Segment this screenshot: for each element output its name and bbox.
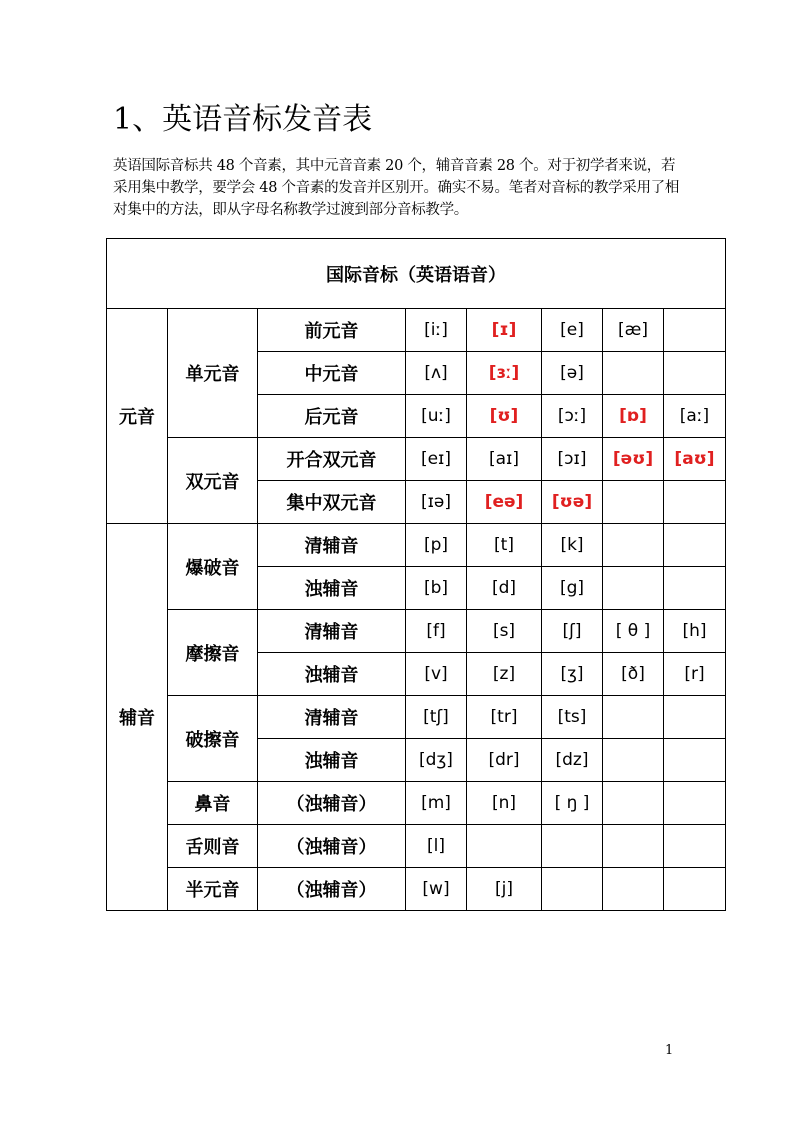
ipa-symbol: [406, 567, 467, 610]
ipa-symbol-text: [ʌ]: [424, 363, 448, 383]
ipa-symbol-text: [ə]: [560, 363, 584, 383]
empty-cell: [542, 868, 603, 911]
empty-cell: [603, 782, 664, 825]
table-header: 国际音标（英语语音）: [107, 239, 726, 309]
table-row: [107, 309, 726, 352]
ipa-symbol-text: [l]: [427, 836, 445, 856]
empty-cell: [542, 825, 603, 868]
ipa-symbol: [467, 309, 542, 352]
ipa-symbol-text: [ɒ]: [619, 406, 647, 426]
ipa-symbol: [542, 782, 603, 825]
empty-cell: [603, 352, 664, 395]
ipa-symbol: [603, 610, 664, 653]
ipa-symbol: [467, 438, 542, 481]
row-label: 浊辅音: [258, 739, 406, 782]
ipa-symbol-text: [ʊə]: [551, 492, 593, 512]
group-plosive: 爆破音: [168, 524, 258, 610]
ipa-symbol-text: [d]: [491, 578, 517, 598]
ipa-symbol-text: [ɪə]: [420, 492, 452, 512]
empty-cell: [664, 782, 726, 825]
ipa-symbol-text: [ɔː]: [557, 406, 587, 426]
ipa-symbol: [542, 696, 603, 739]
ipa-symbol-text: [ɪ]: [491, 320, 517, 340]
ipa-symbol-text: [j]: [495, 879, 513, 899]
ipa-symbol: [467, 567, 542, 610]
ipa-symbol: [406, 696, 467, 739]
ipa-symbol: [406, 653, 467, 696]
page-number: 1: [665, 1043, 674, 1058]
empty-cell: [664, 696, 726, 739]
ipa-symbol: [467, 868, 542, 911]
ipa-symbol-text: [æ]: [618, 320, 648, 340]
group-nasal: 鼻音: [168, 782, 258, 825]
ipa-symbol: [406, 524, 467, 567]
empty-cell: [664, 309, 726, 352]
ipa-symbol-text: [ð]: [621, 664, 645, 684]
table-row: [107, 696, 726, 739]
ipa-symbol: [406, 610, 467, 653]
ipa-symbol: [664, 395, 726, 438]
ipa-symbol-text: [ʃ]: [562, 621, 582, 641]
ipa-symbol-text: [iː]: [424, 320, 448, 340]
empty-cell: [603, 567, 664, 610]
row-label: 前元音: [258, 309, 406, 352]
group-diphthong: 双元音: [168, 438, 258, 524]
ipa-symbol: [542, 739, 603, 782]
table-header-row: [107, 239, 726, 309]
ipa-symbol: [467, 352, 542, 395]
ipa-symbol-text: [eɪ]: [420, 449, 452, 469]
ipa-symbol: [467, 481, 542, 524]
empty-cell: [664, 739, 726, 782]
ipa-symbol-text: [z]: [492, 664, 516, 684]
row-label: （浊辅音）: [258, 825, 406, 868]
ipa-symbol: [542, 438, 603, 481]
ipa-table: [106, 238, 726, 911]
ipa-symbol-text: [ts]: [557, 707, 587, 727]
category-consonants: 辅音: [107, 524, 168, 911]
row-label: 清辅音: [258, 610, 406, 653]
empty-cell: [603, 825, 664, 868]
ipa-symbol: [542, 567, 603, 610]
ipa-symbol: [542, 352, 603, 395]
ipa-symbol: [542, 481, 603, 524]
empty-cell: [467, 825, 542, 868]
row-label: 中元音: [258, 352, 406, 395]
empty-cell: [603, 481, 664, 524]
ipa-symbol-text: [ θ ]: [615, 621, 651, 641]
ipa-symbol: [467, 610, 542, 653]
ipa-symbol: [467, 739, 542, 782]
group-fricative: 摩擦音: [168, 610, 258, 696]
ipa-symbol-text: [e]: [560, 320, 584, 340]
ipa-symbol: [542, 395, 603, 438]
ipa-symbol: [467, 524, 542, 567]
empty-cell: [603, 868, 664, 911]
table-row: [107, 524, 726, 567]
ipa-symbol: [467, 395, 542, 438]
ipa-symbol-text: [əʊ]: [612, 449, 654, 469]
ipa-symbol-text: [v]: [424, 664, 448, 684]
ipa-symbol-text: [dʒ]: [419, 750, 453, 770]
row-label: （浊辅音）: [258, 782, 406, 825]
empty-cell: [664, 825, 726, 868]
ipa-symbol: [406, 352, 467, 395]
ipa-symbol: [664, 653, 726, 696]
table-row: [107, 610, 726, 653]
empty-cell: [603, 524, 664, 567]
ipa-symbol-text: [s]: [492, 621, 516, 641]
ipa-symbol-text: [ʒ]: [560, 664, 584, 684]
ipa-symbol: [467, 696, 542, 739]
group-affricate: 破擦音: [168, 696, 258, 782]
table-row: [107, 868, 726, 911]
ipa-symbol: [406, 782, 467, 825]
empty-cell: [664, 481, 726, 524]
ipa-symbol-text: [n]: [491, 793, 517, 813]
ipa-symbol: [603, 653, 664, 696]
ipa-symbol-text: [k]: [560, 535, 584, 555]
ipa-symbol-text: [ʊ]: [489, 406, 519, 426]
empty-cell: [664, 868, 726, 911]
row-label: 集中双元音: [258, 481, 406, 524]
ipa-symbol-text: [aʊ]: [674, 449, 715, 469]
ipa-symbol: [467, 782, 542, 825]
ipa-symbol-text: [ɜː]: [488, 363, 520, 383]
group-monophthong: 单元音: [168, 309, 258, 438]
intro-paragraph: 英语国际音标共 48 个音素，其中元音音素 20 个，辅音音素 28 个。对于初学者来说，若采用集中教学，要学会 48 个音素的发音并区别开。确实不易。笔者对音标的教学采用了相对集中的方法，即从字母名称教学过渡到部分音标教学。: [113, 158, 680, 218]
row-label: 浊辅音: [258, 567, 406, 610]
row-label: 开合双元音: [258, 438, 406, 481]
ipa-symbol-text: [eə]: [484, 492, 524, 512]
ipa-symbol-text: [dr]: [488, 750, 520, 770]
ipa-symbol-text: [m]: [421, 793, 451, 813]
ipa-symbol: [406, 438, 467, 481]
ipa-symbol-text: [h]: [682, 621, 707, 641]
ipa-symbol: [603, 438, 664, 481]
group-lateral: 舌则音: [168, 825, 258, 868]
empty-cell: [664, 524, 726, 567]
ipa-symbol-text: [ɔɪ]: [557, 449, 587, 469]
table-row: [107, 825, 726, 868]
ipa-symbol-text: [f]: [426, 621, 446, 641]
ipa-symbol: [664, 610, 726, 653]
ipa-symbol: [406, 739, 467, 782]
row-label: （浊辅音）: [258, 868, 406, 911]
empty-cell: [603, 739, 664, 782]
ipa-symbol: [603, 309, 664, 352]
ipa-symbol-text: [uː]: [421, 406, 451, 426]
group-semivowel: 半元音: [168, 868, 258, 911]
ipa-symbol-text: [dz]: [555, 750, 589, 770]
ipa-symbol-text: [tr]: [490, 707, 518, 727]
ipa-symbol-text: [ ŋ ]: [554, 793, 590, 813]
row-label: 清辅音: [258, 696, 406, 739]
ipa-symbol-text: [p]: [423, 535, 449, 555]
table-row: [107, 782, 726, 825]
ipa-symbol: [542, 309, 603, 352]
ipa-symbol: [542, 653, 603, 696]
ipa-symbol: [406, 395, 467, 438]
ipa-symbol-text: [aː]: [679, 406, 710, 426]
ipa-symbol-text: [g]: [559, 578, 585, 598]
ipa-symbol-text: [w]: [422, 879, 450, 899]
ipa-symbol: [406, 868, 467, 911]
row-label: 后元音: [258, 395, 406, 438]
empty-cell: [603, 696, 664, 739]
table-row: [107, 438, 726, 481]
empty-cell: [664, 567, 726, 610]
ipa-symbol-text: [tʃ]: [423, 707, 449, 727]
category-vowels: 元音: [107, 309, 168, 524]
ipa-symbol-text: [aɪ]: [489, 449, 519, 469]
ipa-symbol: [467, 653, 542, 696]
ipa-symbol: [542, 610, 603, 653]
row-label: 浊辅音: [258, 653, 406, 696]
page-title: 1、英语音标发音表: [113, 102, 373, 137]
ipa-symbol: [542, 524, 603, 567]
row-label: 清辅音: [258, 524, 406, 567]
ipa-symbol-text: [r]: [684, 664, 705, 684]
ipa-symbol-text: [b]: [423, 578, 449, 598]
ipa-symbol: [406, 309, 467, 352]
ipa-symbol-text: [t]: [494, 535, 514, 555]
ipa-symbol: [664, 438, 726, 481]
ipa-symbol: [406, 825, 467, 868]
ipa-symbol: [603, 395, 664, 438]
ipa-symbol: [406, 481, 467, 524]
empty-cell: [664, 352, 726, 395]
